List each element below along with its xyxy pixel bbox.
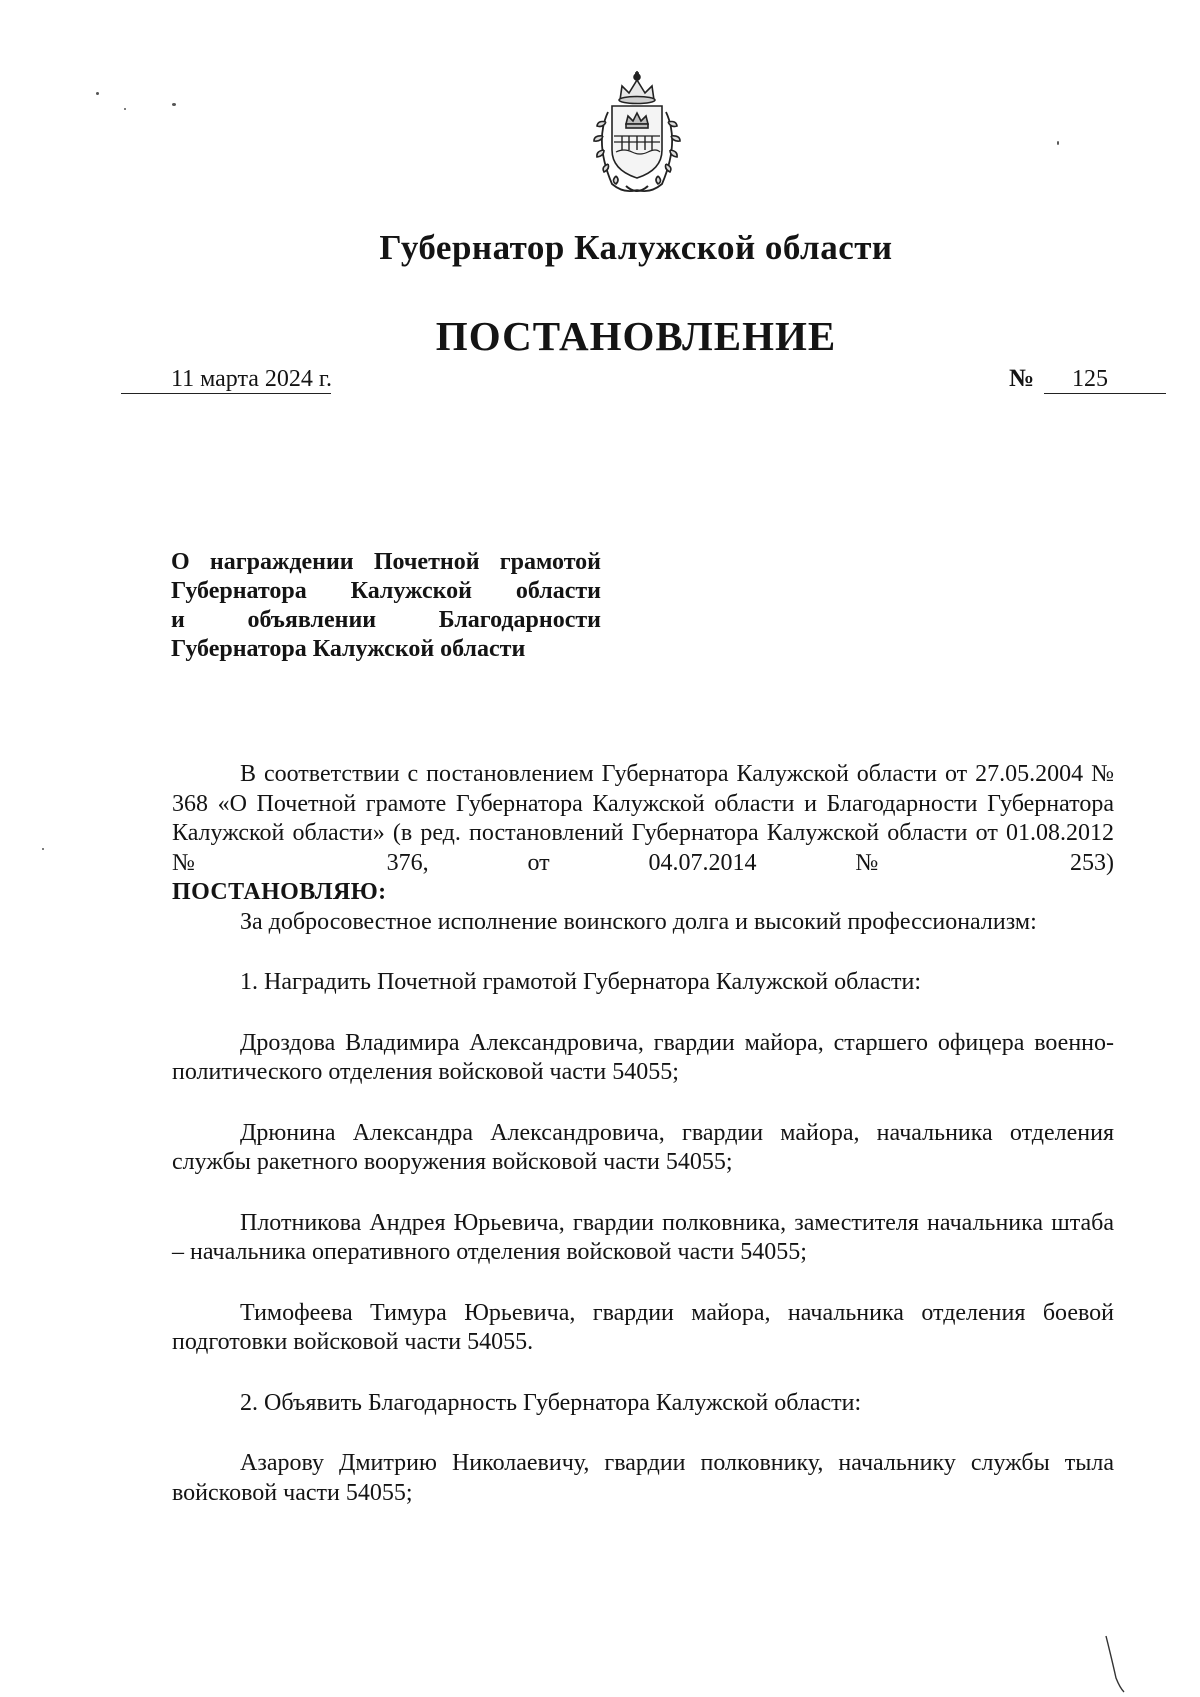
section-2-heading: 2. Объявить Благодарность Губернатора Калужской области: bbox=[240, 1389, 862, 1416]
award-item: Плотникова Андрея Юрьевича, гвардии полковника, заместителя начальника штаба – начальника оперативного отделения войсковой части 54055; bbox=[172, 1209, 1114, 1265]
organization-title: Губернатор Калужской области bbox=[379, 228, 893, 267]
section-1-heading: 1. Наградить Почетной грамотой Губернатора Калужской области: bbox=[240, 969, 922, 995]
scan-speck bbox=[124, 108, 126, 110]
subject-line: О награждении Почетной грамотой bbox=[171, 549, 601, 575]
award-item: Дроздова Владимира Александровича, гвардии майора, старшего офицера военно-политического отделения войсковой части 54055; bbox=[172, 1029, 1114, 1085]
preamble-paragraph: В соответствии с постановлением Губернатора Калужской области от 27.05.2004 № 368 «О Почетной грамоте Губернатора Калужской области и Благодарности Губернатора Калужской области» (в ред. постановлений Губернатора Калужской области от 01.08.2012 № 376, от 04.07.2014 № 253) bbox=[172, 761, 1114, 876]
subject-line: Губернатора Калужской области bbox=[171, 636, 526, 662]
subject-line: и объявлении Благодарности bbox=[171, 607, 601, 633]
resolve-heading: ПОСТАНОВЛЯЮ: bbox=[172, 879, 387, 905]
coat-of-arms-icon bbox=[582, 66, 692, 198]
number-underline bbox=[1044, 393, 1166, 394]
award-item: Дрюнина Александра Александровича, гвардии майора, начальника отделения службы ракетного вооружения войсковой части 54055; bbox=[172, 1119, 1114, 1175]
document-date: 11 марта 2024 г. bbox=[171, 366, 333, 392]
document-type-heading: ПОСТАНОВЛЕНИЕ bbox=[435, 313, 837, 359]
scan-speck bbox=[96, 92, 99, 95]
document-body bbox=[172, 760, 1114, 1508]
document-number: 125 bbox=[1072, 366, 1108, 392]
number-sign: № bbox=[1009, 365, 1035, 392]
document-subject bbox=[171, 548, 601, 664]
subject-line: Губернатора Калужской области bbox=[171, 578, 601, 604]
scan-scratch bbox=[1104, 1634, 1126, 1694]
award-item: Тимофеева Тимура Юрьевича, гвардии майора, начальника отделения боевой подготовки войсковой части 54055. bbox=[172, 1299, 1114, 1355]
reason-paragraph: За добросовестное исполнение воинского долга и высокий профессионализм: bbox=[240, 908, 1037, 935]
scan-speck bbox=[172, 103, 176, 106]
scan-speck bbox=[42, 848, 44, 850]
scan-speck bbox=[1057, 141, 1059, 145]
date-underline bbox=[121, 393, 331, 394]
gratitude-item: Азарову Дмитрию Николаевичу, гвардии полковнику, начальнику службы тыла войсковой части 54055; bbox=[172, 1450, 1114, 1506]
